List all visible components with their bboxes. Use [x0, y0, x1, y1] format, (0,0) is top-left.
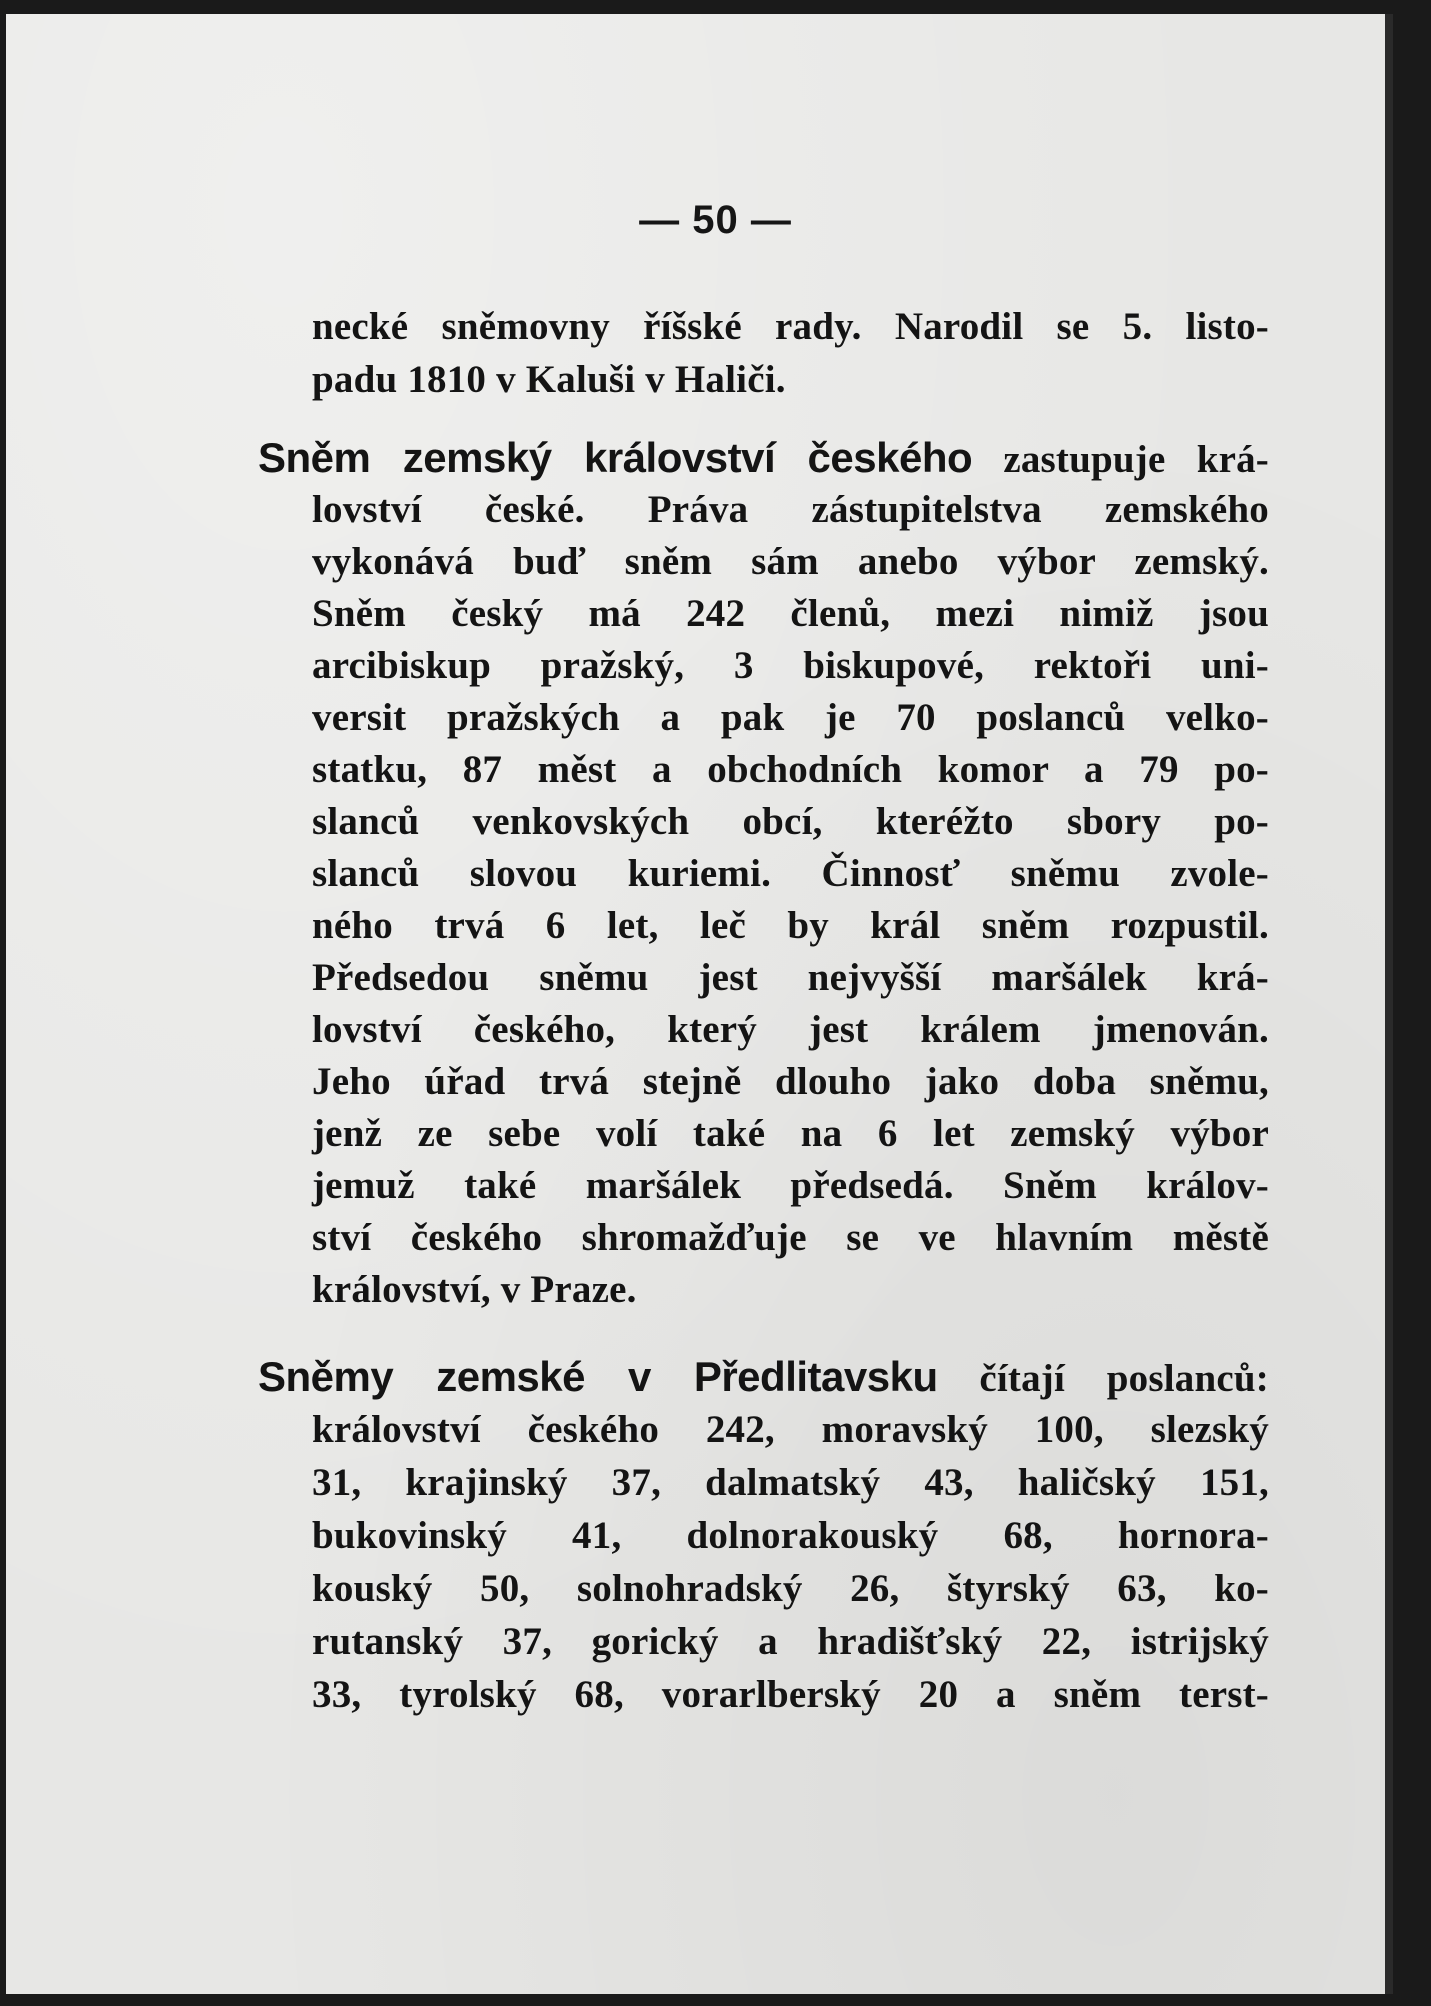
- text-line: ství českého shromažďuje se ve hlavním městě: [312, 1216, 1269, 1259]
- text-line: bukovinský 41, dolnorakouský 68, hornora-: [312, 1514, 1269, 1557]
- page-number: — 50 —: [639, 198, 792, 242]
- text-line: necké sněmovny říšské rady. Narodil se 5. listo-: [312, 305, 1269, 348]
- text-line: Sněm český má 242 členů, mezi nimiž jsou: [312, 592, 1269, 635]
- text-line: Jeho úřad trvá stejně dlouho jako doba sněmu,: [312, 1060, 1269, 1103]
- text-line: slanců slovou kuriemi. Činnosť sněmu zvole-: [312, 852, 1269, 895]
- text-line: kouský 50, solnohradský 26, štyrský 63, ko-: [312, 1567, 1269, 1610]
- text-line: jemuž také maršálek předsedá. Sněm králov-: [312, 1164, 1269, 1207]
- page-edge: [1385, 14, 1393, 1994]
- text-line: 31, krajinský 37, dalmatský 43, haličský 151,: [312, 1461, 1269, 1504]
- text-line: 33, tyrolský 68, vorarlberský 20 a sněm terst-: [312, 1673, 1269, 1716]
- text-line: versit pražských a pak je 70 poslanců velko-: [312, 696, 1269, 739]
- entry-heading: Sněm zemský království českého: [258, 434, 973, 481]
- text-line: lovství české. Práva zástupitelstva zemského: [312, 488, 1269, 531]
- text-line: království českého 242, moravský 100, slezský: [312, 1408, 1269, 1451]
- text-line: [258, 433, 1269, 483]
- text-run: čítají poslanců:: [937, 1357, 1269, 1400]
- text-line: arcibiskup pražský, 3 biskupové, rektoři uni-: [312, 644, 1269, 687]
- text-line: lovství českého, který jest králem jmenován.: [312, 1008, 1269, 1051]
- text-line: [258, 1352, 1269, 1402]
- text-line: rutanský 37, gorický a hradišťský 22, istrijský: [312, 1620, 1269, 1663]
- text-line: statku, 87 měst a obchodních komor a 79 po-: [312, 748, 1269, 791]
- text-line: slanců venkovských obcí, kteréžto sbory po-: [312, 800, 1269, 843]
- text-line: Předsedou sněmu jest nejvyšší maršálek krá-: [312, 956, 1269, 999]
- text-line: padu 1810 v Kaluši v Haliči.: [312, 358, 786, 401]
- text-run: zastupuje krá-: [972, 438, 1269, 481]
- text-line: vykonává buď sněm sám anebo výbor zemský.: [312, 540, 1269, 583]
- entry-heading: Sněmy zemské v Předlitavsku: [258, 1353, 938, 1400]
- text-line: ného trvá 6 let, leč by král sněm rozpustil.: [312, 904, 1269, 947]
- text-line: jenž ze sebe volí také na 6 let zemský výbor: [312, 1112, 1269, 1155]
- text-line: království, v Praze.: [312, 1268, 637, 1311]
